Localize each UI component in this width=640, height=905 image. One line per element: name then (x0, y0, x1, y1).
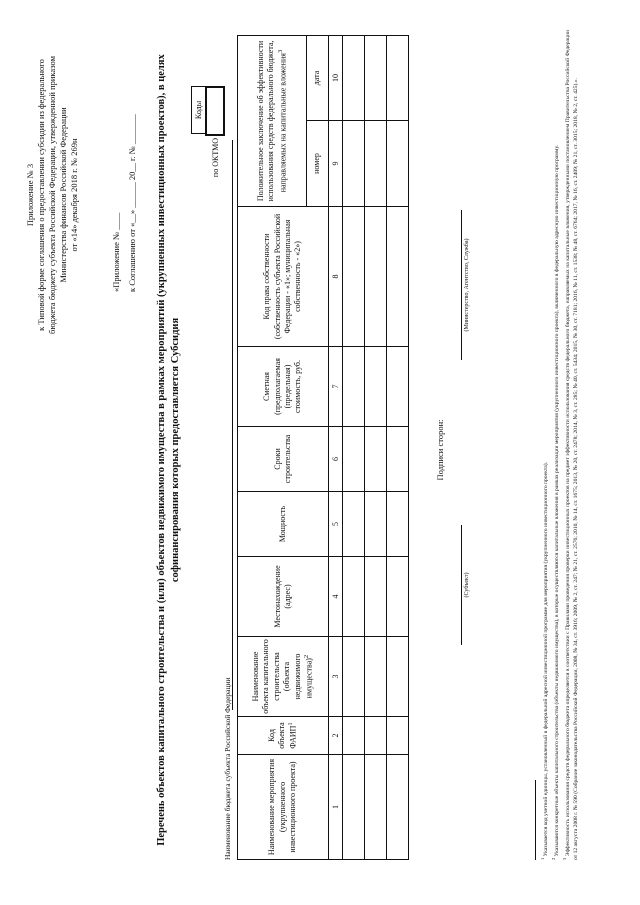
signature-caption-subject: (Субъект) (464, 572, 470, 598)
appendix-number: Приложение № 3 (25, 163, 35, 227)
agreement-reference (111, 92, 142, 292)
col-header-faip-code: Код объекта ФАИП$^1$ (238, 717, 329, 755)
col-header-date: дата (307, 35, 329, 120)
column-number: 2 (329, 717, 343, 755)
column-number: 7 (329, 347, 343, 427)
column-number: 3 (329, 637, 343, 717)
budget-label: Наименование бюджета субъекта Российской Федерации (223, 677, 232, 860)
objects-table (237, 35, 409, 860)
col-header-address: Местонахождение (адрес) (238, 557, 329, 637)
footnote-3: $^3$ Эффективность использования средств федерального бюджета определяется в соответствии с Правилами проведения проверки инвестиционных проектов на предмет эффективности использования средств федерального бюджета, направляемых на капитальные вложения, утвержденными постановлением Правительства Российской Федерации от 12 августа 2008 г. № 590 (Собрание законодательства Российской Федерации, 2008, № 34, ст. 3916; 2009, № 2, ст. 247; № 21, ст. 2576; 2010, № 14, ст. 1675; 2013, № 20, ст. 2478; 2014, № 3, ст. 285; № 40, ст. 5434; 2015, № 30, ст. 7181; 2016, № 11, ст. 1538; № 48, ст. 6764; 2017, № 16, ст. 2409; № 21, ст. 3015; 2018, № 2, ст. 425).». (561, 30, 579, 860)
table-row (387, 35, 409, 859)
appendix-header (25, 50, 80, 340)
agreement-line: к Соглашению от «__» ______ 20__ г. № _______ (126, 114, 137, 292)
column-number: 5 (329, 492, 343, 557)
col-header-conclusion: Положительное заключение об эффективности использования средств федерального бюджета, направляемых на капитальные вложения$^3$ (238, 35, 307, 206)
codes-label: Коды (191, 86, 206, 134)
oktmo-label: по ОКТМО (211, 138, 220, 178)
col-header-ownership-code: Код права собственности (собственность субъекта Российской Федерации - «1»; муниципальная собственность - «2») (238, 207, 329, 347)
column-number: 6 (329, 427, 343, 492)
appendix-line: «Приложение № ____ (111, 212, 121, 292)
document-title: Перечень объектов капитального строительства и (или) объектов недвижимого имущества в рамках мероприятий (укрупненных инвестиционных проектов), в целях софинансирования которых предоставляется Субсидия (156, 54, 182, 846)
signature-line-subject (461, 525, 462, 645)
column-number: 9 (329, 121, 343, 207)
footnote-1: $^1$ Указывается код учетной единицы, установленный в федеральной адресной инвестиционной программе для мероприятия (укрупненного инвестиционного проекта). (540, 461, 549, 860)
signature-line-ministry (461, 210, 462, 360)
col-header-construction-period: Сроки строительства (238, 427, 329, 492)
column-number: 10 (329, 35, 343, 120)
col-header-capacity: Мощность (238, 492, 329, 557)
column-number: 1 (329, 755, 343, 860)
footnotes (540, 30, 581, 860)
table-header-row (238, 35, 307, 859)
footnote-2: $^2$ Указываются конкретные объекты капитального строительства (объекты недвижимого имущества), в которые осуществляются капитальные вложения в рамках реализации мероприятия (укрупненного инвестиционного проекта), включенного в федеральную адресную инвестиционную программу. (550, 145, 560, 860)
document-sheet (15, 20, 615, 880)
col-header-estimated-cost: Сметная (предполагаемая (предельная) стоимость, руб. (238, 347, 329, 427)
table-row (343, 35, 365, 859)
col-header-event: Наименование мероприятия (укрупненного инвестиционного проекта) (238, 755, 329, 860)
appendix-text: к Типовой форме соглашения о предоставлении субсидии из федерального бюджета бюджету субъекта Российской Федерации, утвержденной приказом Министерства финансов Российской Федерации (36, 56, 69, 334)
col-header-number: номер (307, 121, 329, 207)
codes-box (205, 86, 225, 136)
table-row (365, 35, 387, 859)
appendix-date: от «14» декабря 2018 г. № 269н (69, 138, 80, 252)
column-number: 8 (329, 207, 343, 347)
col-header-object-name: Наименование объекта капитального строительства (объекта недвижимого имущества)$^2$ (238, 637, 329, 717)
signature-caption-ministry: (Министерство, Агентство, Служба) (464, 238, 470, 332)
column-number-row (329, 35, 343, 859)
signatures-title: Подписи сторон: (435, 419, 445, 481)
budget-underline (232, 140, 233, 710)
footnote-divider (535, 780, 536, 860)
column-number: 4 (329, 557, 343, 637)
